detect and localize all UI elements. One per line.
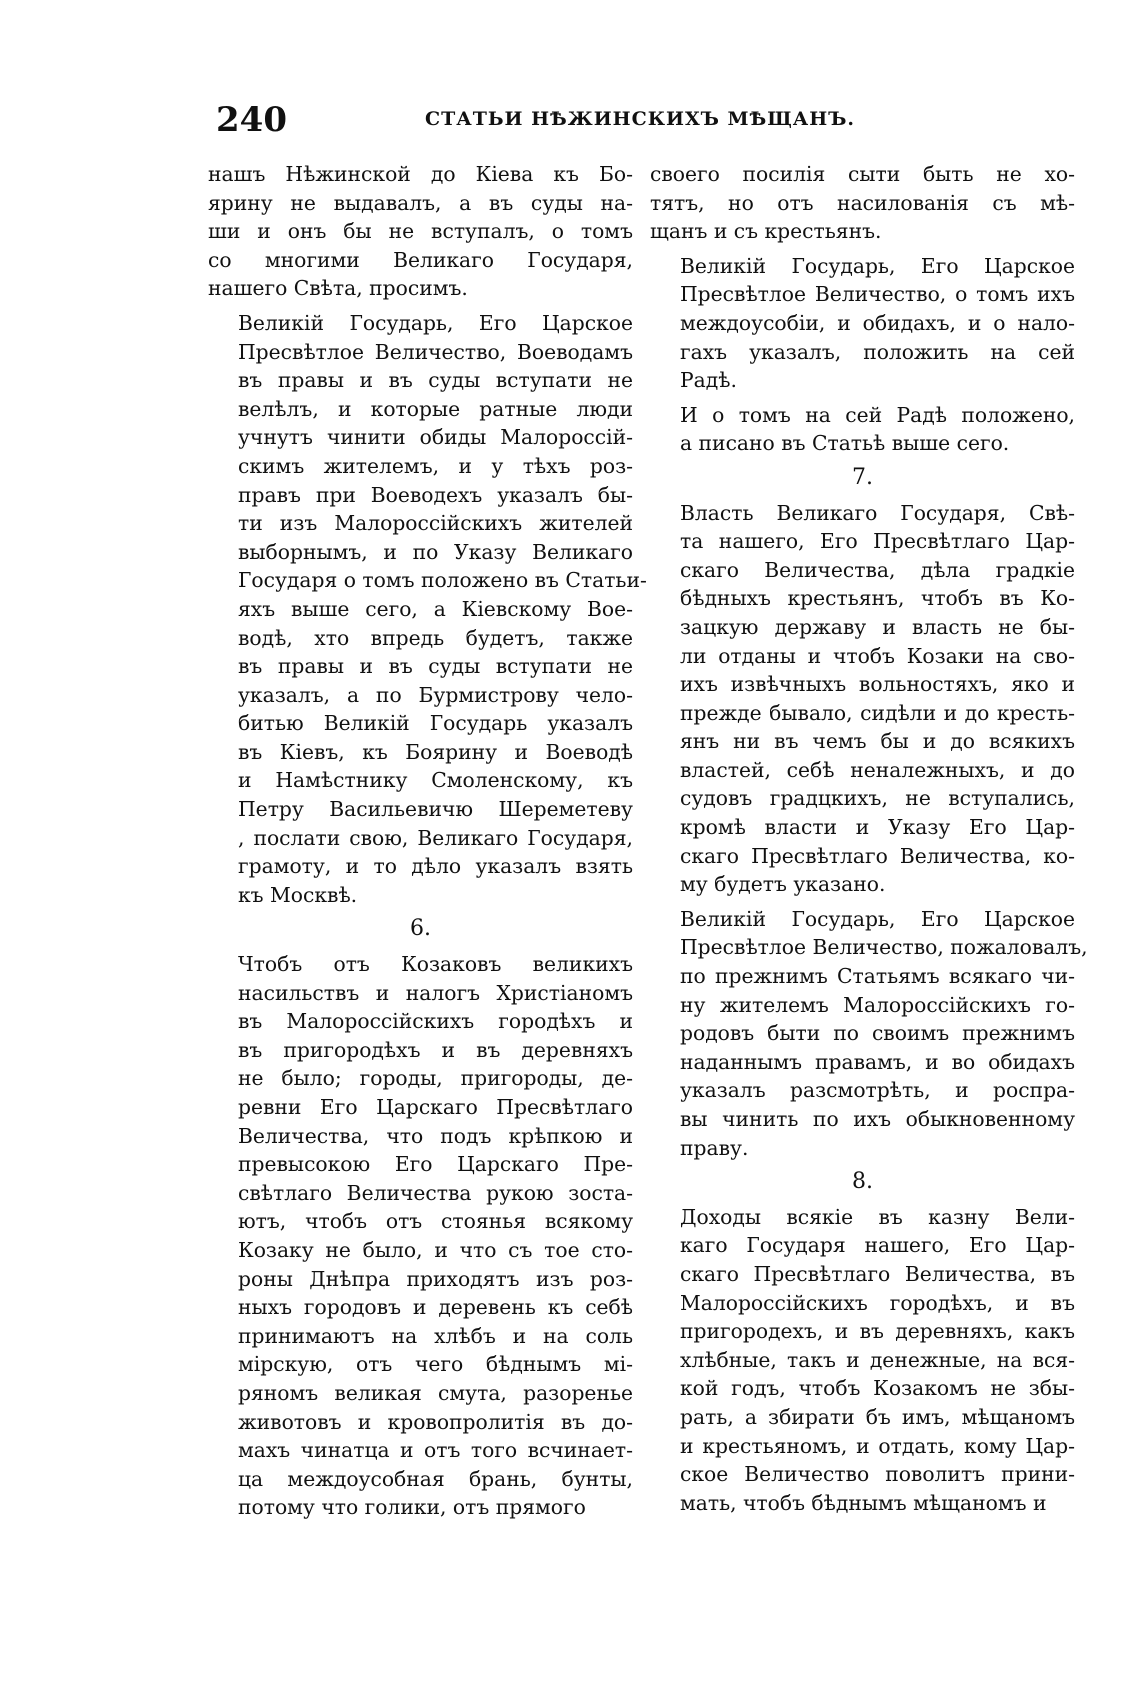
text-line: Чтобъ отъ Козаковъ великихъ <box>238 952 633 977</box>
text-line: въ правы и въ суды вступати не <box>238 368 633 393</box>
text-line: потому что голики, отъ прямого <box>238 1495 586 1520</box>
text-line: правъ при Воеводехъ указалъ бы- <box>238 482 633 507</box>
section-number: 7. <box>852 464 873 490</box>
running-title: СТАТЬИ НѢЖИНСКИХЪ МѢЩАНЪ. <box>424 108 856 130</box>
text-line: Власть Великаго Государя, Свѣ- <box>680 500 1075 525</box>
text-line: водѣ, хто впредь будетъ, также <box>238 625 633 650</box>
right-column <box>650 160 1088 1523</box>
text-line: прежде бывало, сидѣли и до кресть- <box>680 700 1075 725</box>
text-line: наданнымъ правамъ, и во обидахъ <box>680 1049 1075 1074</box>
text-line: ихъ извѣчныхъ вольностяхъ, яко и <box>680 672 1075 697</box>
text-line: Государя о томъ положено въ Статьи- <box>238 568 647 593</box>
text-line: тятъ, но отъ насилованія съ мѣ- <box>650 190 1075 215</box>
text-line: махъ чинатца и отъ того всчинает- <box>238 1438 633 1463</box>
text-line: та нашего, Его Пресвѣтлаго Цар- <box>680 529 1075 554</box>
text-line: ряномъ великая смута, разоренье <box>238 1380 633 1405</box>
paragraph <box>208 160 633 303</box>
text-line: ютъ, чтобъ отъ стоянья всякому <box>238 1209 633 1234</box>
text-line: вы чинить по ихъ обыкновенному <box>680 1107 1075 1131</box>
text-line: мірскую, отъ чего бѣднымъ мі- <box>238 1352 633 1377</box>
text-line: бѣдныхъ крестьянъ, чтобъ въ Ко- <box>680 586 1075 611</box>
paragraph <box>650 905 1088 1162</box>
text-line: Петру Васильевичю Шереметеву <box>238 797 633 822</box>
text-line: Великій Государь, Его Царское <box>680 906 1075 931</box>
text-line: нашего Свѣта, просимъ. <box>208 276 468 301</box>
text-line: выборнымъ, и по Указу Великаго <box>238 539 633 564</box>
text-line: и Намѣстнику Смоленскому, къ <box>238 768 633 793</box>
text-line: скаго Пресвѣтлаго Величества, ко- <box>680 843 1075 868</box>
text-line: насильствъ и налогъ Христіаномъ <box>238 980 633 1005</box>
text-line: Малороссійскихъ городѣхъ, и въ <box>680 1290 1075 1315</box>
text-line: роны Днѣпра приходятъ изъ роз- <box>238 1266 633 1291</box>
text-line: Доходы всякіе въ казну Вели- <box>680 1204 1075 1229</box>
text-line: скаго Пресвѣтлаго Величества, въ <box>680 1261 1075 1286</box>
text-line: , послати свою, Великаго Государя, <box>238 825 633 850</box>
text-line: родовъ быти по своимъ прежнимъ <box>680 1021 1075 1046</box>
text-line: Козаку не было, и что съ тое сто- <box>238 1237 633 1262</box>
text-line: ну жителемъ Малороссійскихъ го- <box>680 992 1075 1017</box>
text-line: грамоту, и то дѣло указалъ взять <box>238 854 633 879</box>
text-line: скимъ жителемъ, и у тѣхъ роз- <box>238 453 633 478</box>
section-number: 6. <box>410 916 431 942</box>
text-line: ревни Его Царскаго Пресвѣтлаго <box>238 1095 633 1119</box>
text-line: Великій Государь, Его Царское <box>680 253 1075 278</box>
text-line: въ Малороссійскихъ городѣхъ и <box>238 1009 633 1034</box>
text-line: мать, чтобъ бѣднымъ мѣщаномъ и <box>680 1490 1047 1515</box>
text-line: каго Государя нашего, Его Цар- <box>680 1233 1075 1258</box>
text-line: велѣлъ, и которые ратные люди <box>238 396 633 421</box>
text-line: въ Кіевъ, къ Боярину и Воеводѣ <box>238 739 633 764</box>
text-line: указалъ, а по Бурмистрову чело- <box>238 682 633 707</box>
text-line: въ пригородѣхъ и въ деревняхъ <box>238 1037 633 1062</box>
text-line: со многими Великаго Государя, <box>208 247 633 272</box>
text-line: не было; городы, пригороды, де- <box>238 1066 633 1091</box>
left-column <box>208 160 647 1528</box>
text-line: Пресвѣтлое Величество, Воеводамъ <box>238 339 633 364</box>
text-line: му будетъ указано. <box>680 872 886 897</box>
text-line: щанъ и съ крестьянъ. <box>650 219 882 244</box>
text-line: нашъ Нѣжинской до Кіева къ Бо- <box>208 162 633 186</box>
text-line: зацкую державу и власть не бы- <box>680 614 1075 639</box>
paragraph <box>650 160 1075 246</box>
text-line: къ Москвѣ. <box>238 882 358 907</box>
text-line: битью Великій Государь указалъ <box>238 711 633 736</box>
text-line: учнутъ чинити обиды Малороссій- <box>238 425 633 450</box>
text-line: властей, себѣ неналежныхъ, и до <box>680 757 1075 782</box>
text-line: ярину не выдавалъ, а въ суды на- <box>208 190 633 215</box>
text-line: принимаютъ на хлѣбъ и на соль <box>238 1323 633 1348</box>
text-line: ши и онъ бы не вступалъ, о томъ <box>208 219 633 244</box>
text-line: своего посилія сыти быть не хо- <box>650 162 1075 186</box>
text-line: скаго Величества, дѣла градкіе <box>680 557 1075 582</box>
text-line: ское Величество поволитъ прини- <box>680 1462 1075 1487</box>
text-line: ли отданы и чтобъ Козаки на сво- <box>680 643 1075 668</box>
text-line: ти изъ Малороссійскихъ жителей <box>238 511 633 536</box>
paragraph <box>650 1203 1075 1518</box>
text-line: Великій Государь, Его Царское <box>238 310 633 335</box>
text-line: Радѣ. <box>680 368 737 393</box>
paragraph <box>208 309 647 909</box>
text-line: хлѣбные, такъ и денежные, на вся- <box>680 1347 1075 1372</box>
text-line: въ правы и въ суды вступати не <box>238 654 633 679</box>
text-line: гахъ указалъ, положить на сей <box>680 339 1075 364</box>
text-line: ца междоусобная брань, бунты, <box>238 1466 633 1491</box>
page-number: 240 <box>216 100 287 140</box>
text-line: свѣтлаго Величества рукою зоста- <box>238 1180 633 1205</box>
text-line: яхъ выше сего, а Кіевскому Вое- <box>238 596 633 621</box>
text-line: янъ ни въ чемъ бы и до всякихъ <box>680 729 1075 754</box>
text-line: Пресвѣтлое Величество, пожаловалъ, <box>680 935 1088 960</box>
text-line: превысокою Его Царскаго Пре- <box>238 1152 633 1177</box>
text-line: Величества, что подъ крѣпкою и <box>238 1123 633 1148</box>
text-line: и крестьяномъ, и отдать, кому Цар- <box>680 1433 1075 1458</box>
text-line: И о томъ на сей Радѣ положено, <box>680 402 1075 427</box>
text-line: по прежнимъ Статьямъ всякаго чи- <box>680 964 1075 989</box>
text-line: указалъ разсмотрѣть, и роспра- <box>680 1078 1075 1103</box>
text-line: ныхъ городовъ и деревень къ себѣ <box>238 1295 633 1320</box>
text-line: пригородехъ, и въ деревняхъ, какъ <box>680 1319 1075 1344</box>
text-line: судовъ градцкихъ, не вступались, <box>680 786 1075 811</box>
text-line: рать, а збирати бъ имъ, мѣщаномъ <box>680 1404 1075 1429</box>
text-line: а писано въ Статьѣ выше сего. <box>680 431 1010 456</box>
text-line: кромѣ власти и Указу Его Цар- <box>680 815 1075 840</box>
text-line: кой годъ, чтобъ Козакомъ не збы- <box>680 1376 1075 1401</box>
text-line: междоусобіи, и обидахъ, и о нало- <box>680 310 1075 335</box>
text-line: животовъ и кровопролитія въ до- <box>238 1409 633 1434</box>
paragraph <box>650 252 1075 395</box>
paragraph <box>650 401 1075 458</box>
section-number: 8. <box>852 1169 873 1195</box>
paragraph <box>650 499 1075 899</box>
text-line: праву. <box>680 1135 749 1160</box>
text-line: Пресвѣтлое Величество, о томъ ихъ <box>680 282 1075 307</box>
paragraph <box>208 950 633 1522</box>
